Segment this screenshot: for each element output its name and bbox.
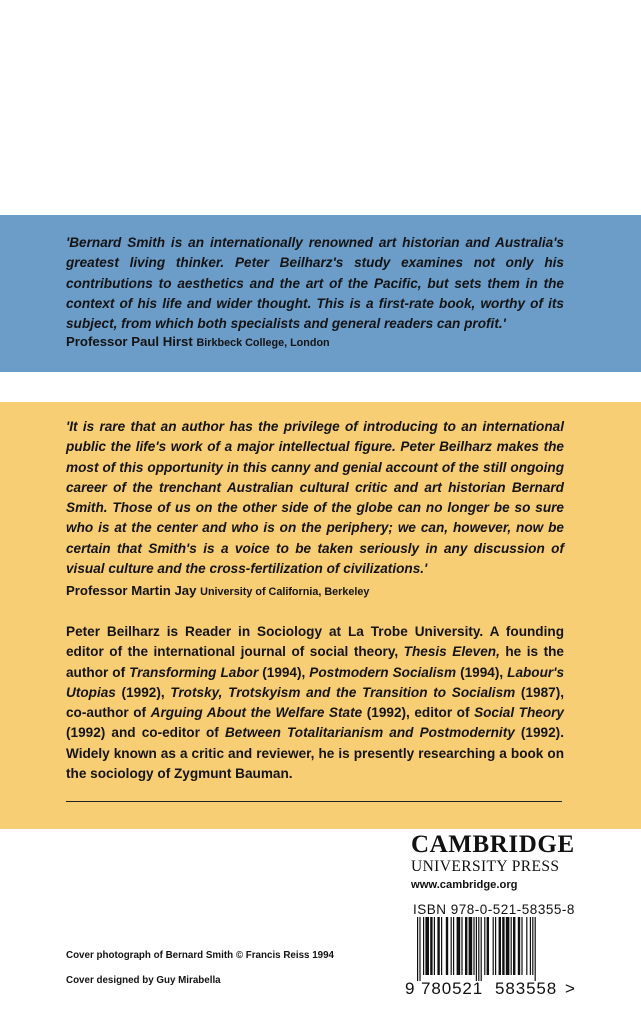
- barcode-bar: [423, 917, 424, 975]
- barcode-bar: [513, 917, 515, 975]
- endorsement-attribution-hirst: [66, 334, 330, 349]
- bio-text: (1994),: [456, 664, 508, 680]
- barcode-bar: [530, 917, 531, 975]
- barcode-bar: [473, 917, 474, 975]
- endorsement-quote-jay: 'It is rare that an author has the privilege of introducing to an international public the life's work of a major intellectual figure. Peter Beilharz makes the most of this opportunity in this canny and genial account of the still ongoing career of the trenchant Australian cultural critic and art historian Bernard Smith. Those of us on the other side of the globe can no longer be so sure who is at the center and who is on the periphery; we can, however, now be certain that Smith's is a voice to be taken seriously in any discussion of visual culture and the cross-fertilization of civilizations.': [66, 419, 564, 577]
- barcode-bar: [535, 917, 536, 981]
- barcode-bar: [457, 917, 461, 975]
- barcode-bar: [521, 917, 522, 975]
- barcode-bar: [446, 917, 448, 975]
- isbn-label: ISBN 978-0-521-58355-8: [413, 902, 575, 917]
- cover-photo-credit: Cover photograph of Bernard Smith © Francis Reiss 1994: [66, 950, 334, 961]
- barcode-bar: [495, 917, 496, 975]
- barcode-bar: [478, 917, 479, 981]
- barcode-bar: [434, 917, 435, 975]
- barcode-bar: [511, 917, 512, 975]
- barcode-bar: [451, 917, 452, 975]
- bio-text: (1987), co-author of: [66, 684, 564, 721]
- barcode-bar: [425, 917, 429, 975]
- barcode-bar: [532, 917, 533, 975]
- barcode-bar: [476, 917, 477, 981]
- barcode-bar: [499, 917, 501, 975]
- barcode-bar: [481, 917, 482, 981]
- barcode-quiet-zone-mark: >: [565, 979, 575, 997]
- barcode-bar: [469, 917, 473, 975]
- bio-text: (1992) and co-editor of: [66, 725, 225, 741]
- divider-rule: [66, 801, 562, 802]
- endorser-affiliation: Birkbeck College, London: [196, 337, 330, 349]
- cover-design-credit: Cover designed by Guy Mirabella: [66, 975, 221, 986]
- barcode-bar: [437, 917, 439, 975]
- publisher-logo-subtitle: UNIVERSITY PRESS: [411, 858, 560, 875]
- bio-title: Labour's Utopias: [66, 664, 564, 700]
- bio-text: (1994),: [258, 664, 310, 680]
- bio-title: Between Totalitarianism and Postmodernity: [224, 725, 515, 741]
- barcode-bar: [506, 917, 510, 975]
- isbn-barcode: [405, 917, 575, 997]
- barcode-bar: [518, 917, 520, 975]
- endorser-name: Professor Martin Jay: [66, 583, 197, 598]
- barcode-bar: [441, 917, 442, 975]
- publisher-logo-name: CAMBRIDGE: [411, 831, 575, 858]
- barcode-bar: [487, 917, 489, 975]
- endorser-affiliation: University of California, Berkeley: [200, 586, 370, 598]
- endorsement-quote-hirst: 'Bernard Smith is an internationally renowned art historian and Australia's greatest living thinker. Peter Beilharz's study examines not only his contributions to aesthetics and the art of the Pacific, but sets them in the context of his life and wider thought. This is a first-rate book, worthy of its subject, from which both specialists and general readers can profit.': [66, 235, 564, 332]
- barcode-bar: [465, 917, 467, 975]
- barcode-bar: [430, 917, 432, 975]
- barcode-bar: [453, 917, 454, 975]
- bio-title: Transforming Labor: [129, 664, 259, 680]
- barcode-bar: [417, 917, 418, 981]
- bio-title: Postmodern Socialism: [309, 664, 457, 680]
- barcode-digits-left: 780521: [421, 979, 484, 997]
- bio-text: (1992),: [115, 684, 171, 700]
- barcode-bar: [461, 917, 462, 975]
- bio-title: Thesis Eleven,: [403, 644, 500, 660]
- publisher-url: www.cambridge.org: [411, 879, 518, 891]
- barcode-bar: [502, 917, 504, 975]
- barcode-digits-right: 583558: [495, 979, 558, 997]
- barcode-bar: [493, 917, 494, 975]
- bio-title: Social Theory: [474, 705, 564, 721]
- barcode-digit-first: 9: [405, 979, 415, 997]
- barcode-bar: [484, 917, 485, 975]
- barcode-bars: [417, 917, 536, 981]
- barcode-bar: [526, 917, 527, 975]
- bio-title: Trotsky, Trotskyism and the Transition to Socialism: [170, 684, 516, 700]
- endorser-name: Professor Paul Hirst: [66, 334, 193, 349]
- bio-text: (1992), editor of: [362, 705, 475, 721]
- bio-title: Arguing About the Welfare State: [150, 705, 363, 721]
- bio-text: Peter Beilharz is Reader in Sociology at La Trobe University. A founding editor of the international journal of social theory,: [66, 624, 564, 660]
- endorsement-attribution-jay: [66, 583, 369, 598]
- bio-text: he is the author of: [66, 644, 564, 680]
- author-biography: [66, 622, 564, 784]
- bio-text: (1992). Widely known as a critic and reviewer, he is presently researching a book on the sociology of Zygmunt Bauman.: [66, 725, 564, 782]
- barcode-bar: [419, 917, 420, 981]
